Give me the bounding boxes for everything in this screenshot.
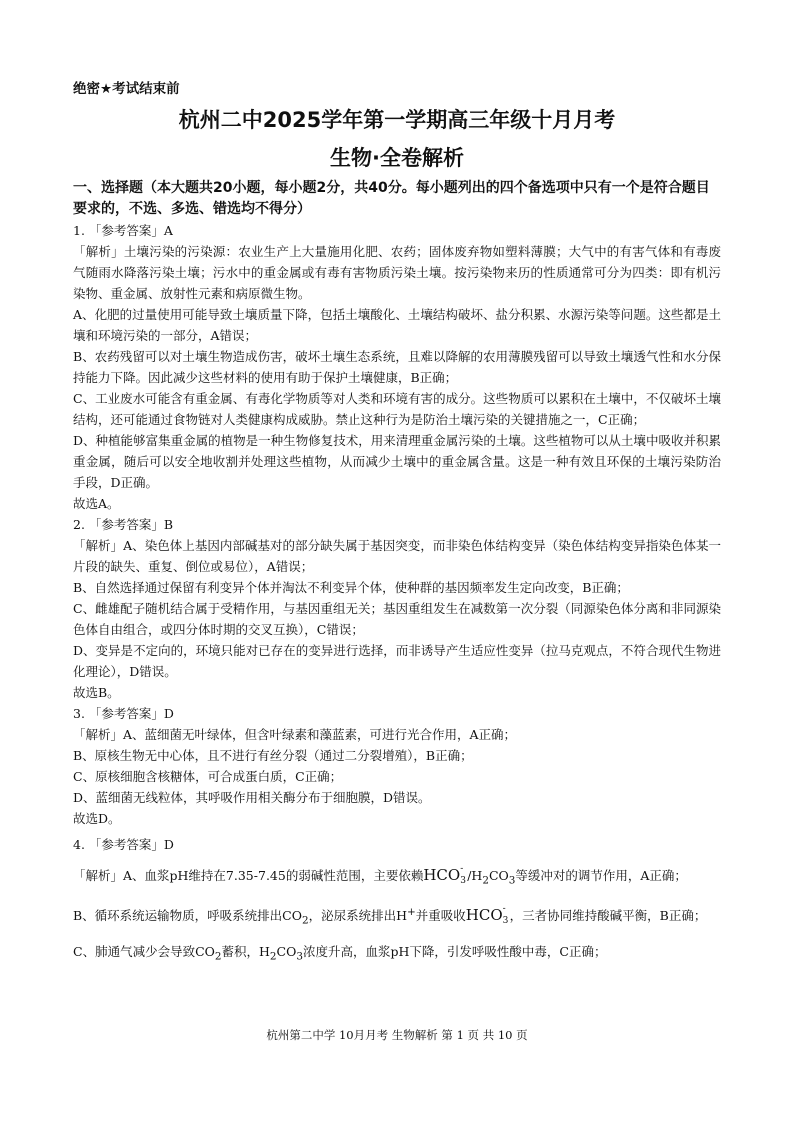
q4-option-c: C、肺通气减少会导致$CO_2$蓄积，$H_2CO_3$浓度升高，血浆pH下降，引发呼吸性酸中毒，C正确； <box>73 944 607 963</box>
q3-option-a: 「解析」A、蓝细菌无叶绿体，但含叶绿素和藻蓝素，可进行光合作用，A正确； <box>73 727 517 742</box>
q1-conclusion: 故选A。 <box>73 496 120 511</box>
q2-option-c: C、雌雄配子随机结合属于受精作用，与基因重组无关；基因重组发生在减数第一次分裂（同源染色体分离和非同源染色体自由组合，或四分体时期的交叉互换），C错误； <box>73 601 721 637</box>
page-footer: 杭州第二中学 10月月考 生物解析 第 1 页 共 10 页 <box>266 1028 528 1042</box>
q2-conclusion: 故选B。 <box>73 685 120 700</box>
q1-option-b: B、农药残留可以对土壤生物造成伤害，破坏土壤生态系统，且难以降解的农用薄膜残留可以导致土壤透气性和水分保持能力下降。因此减少这些材料的使用有助于保护土壤健康，B正确； <box>73 349 721 385</box>
q2-option-b: B、自然选择通过保留有利变异个体并淘汰不利变异个体，使种群的基因频率发生定向改变，B正确； <box>73 580 629 595</box>
q2-answer: 2. 「参考答案」B <box>73 517 174 532</box>
q1-answer: 1. 「参考答案」A <box>73 223 173 238</box>
document-body <box>73 178 721 973</box>
q4-answer: 4. 「参考答案」D <box>73 837 174 852</box>
q2-option-d: D、变异是不定向的，环境只能对已存在的变异进行选择，而非诱导产生适应性变异（拉马克观点，不符合现代生物进化理论），D错误。 <box>73 643 721 679</box>
section-heading: 一、选择题（本大题共20小题，每小题2分，共40分。每小题列出的四个备选项中只有一个是符合题目要求的，不选、多选、错选均不得分） <box>73 180 710 217</box>
q3-option-b: B、原核生物无中心体，且不进行有丝分裂（通过二分裂增殖），B正确； <box>73 748 473 763</box>
hco3-formula: HCO - 3 <box>465 903 509 926</box>
exam-subtitle: 生物·全卷解析 <box>330 146 464 170</box>
q2-option-a: 「解析」A、染色体上基因内部碱基对的部分缺失属于基因突变，而非染色体结构变异（染色体结构变异指染色体某一片段的缺失、重复、倒位或易位），A错误； <box>73 538 721 574</box>
q3-conclusion: 故选D。 <box>73 811 121 826</box>
hco3-formula: HCO - 3 <box>423 864 466 886</box>
q4-a-prefix: 「解析」A、血浆pH维持在7.35-7.45的弱碱性范围，主要依赖 <box>73 868 424 883</box>
q1-option-d: D、种植能够富集重金属的植物是一种生物修复技术，用来清理重金属污染的土壤。这些植物可以从土壤中吸收并积累重金属，随后可以安全地收割并处理这些植物，从而减少土壤中的重金属含量。这是一种有效且环保的土壤污染防治手段，D正确。 <box>73 433 721 490</box>
q4-option-a: 「解析」A、血浆pH维持在7.35-7.45的弱碱性范围，主要依赖HCO - 3 $/H_2CO_3$等缓冲对的调节作用，A正确； <box>73 864 687 887</box>
q3-option-c: C、原核细胞含核糖体，可合成蛋白质，C正确； <box>73 769 343 784</box>
q1-analysis: 「解析」土壤污染的污染源：农业生产上大量施用化肥、农药；固体废弃物如塑料薄膜；大气中的有害气体和有毒废气随雨水降落污染土壤；污水中的重金属或有毒有害物质污染土壤。按污染物来历的性质通常可分为四类：即有机污染物、重金属、放射性元素和病原微生物。 <box>73 244 721 301</box>
q1-option-c: C、工业废水可能含有重金属、有毒化学物质等对人类和环境有害的成分。这些物质可以累积在土壤中，不仅破坏土壤结构，还可能通过食物链对人类健康构成威胁。禁止这种行为是防治土壤污染的关键措施之一，C正确； <box>73 391 721 427</box>
q3-option-d: D、蓝细菌无线粒体，其呼吸作用相关酶分布于细胞膜，D错误。 <box>73 790 431 805</box>
q4-option-b: B、循环系统运输物质，呼吸系统排出$CO_2$，泌尿系统排出H+并重吸收HCO - 3 ，三者协同维持酸碱平衡，B正确； <box>73 903 707 927</box>
q1-option-a: A、化肥的过量使用可能导致土壤质量下降，包括土壤酸化、土壤结构破坏、盐分积累、水源污染等问题。这些都是土壤和环境污染的一部分，A错误； <box>73 307 721 343</box>
exam-title: 杭州二中2025学年第一学期高三年级十月月考 <box>178 108 616 132</box>
q3-answer: 3. 「参考答案」D <box>73 706 174 721</box>
confidential-label: 绝密★考试结束前 <box>73 81 180 97</box>
